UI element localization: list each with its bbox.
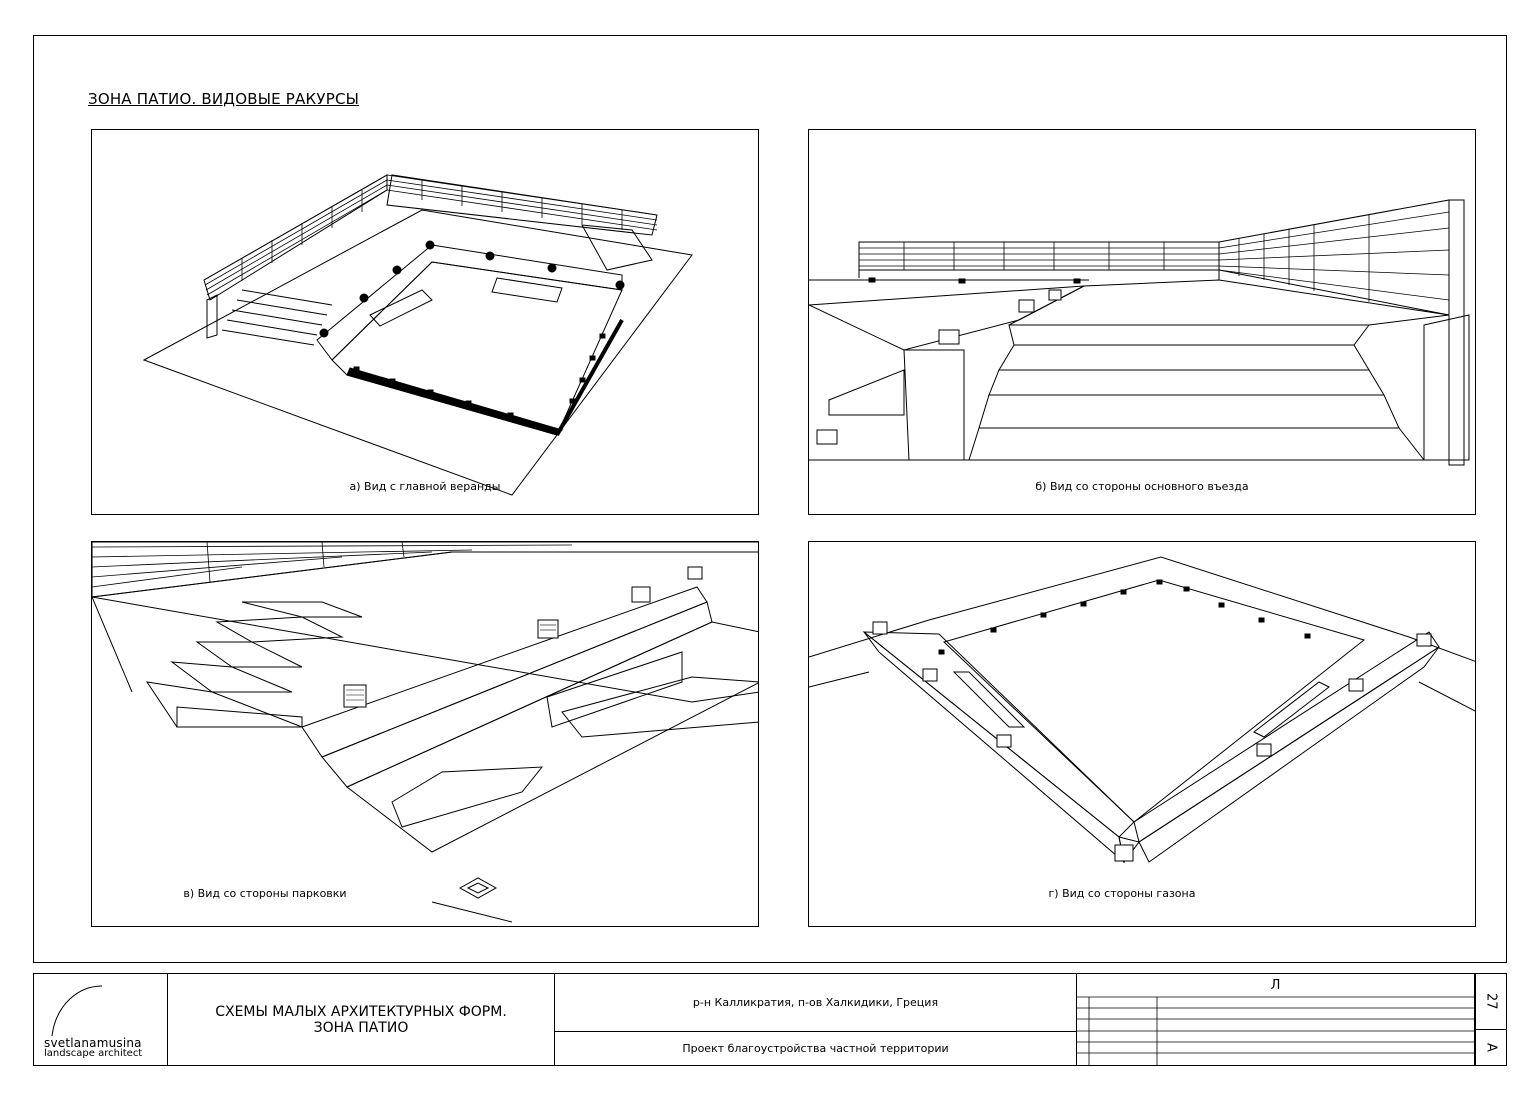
logo: [34, 974, 167, 1065]
grid-lines: [1077, 974, 1475, 1065]
grid-header: Л: [1270, 978, 1281, 993]
view-a-panel: [91, 129, 759, 515]
view-b-caption: б) Вид со стороны основного въезда: [1035, 480, 1249, 493]
view-b-panel: [808, 129, 1476, 515]
view-c-panel: [91, 541, 759, 927]
view-d-panel: [808, 541, 1476, 927]
drawing-title-line1: СХЕМЫ МАЛЫХ АРХИТЕКТУРНЫХ ФОРМ.: [215, 1003, 507, 1020]
logo-name: svetlanamusina: [44, 1036, 142, 1050]
view-a-caption: а) Вид с главной веранды: [349, 480, 501, 493]
view-c-drawing: [92, 542, 759, 927]
view-d-drawing: [809, 542, 1476, 927]
title-block: [33, 973, 1475, 1066]
drawing-title: [167, 974, 555, 1065]
drawing-title-line2: ЗОНА ПАТИО: [313, 1019, 409, 1036]
project-field: Проект благоустройства частной территории: [682, 1042, 949, 1055]
view-c-caption: в) Вид со стороны парковки: [183, 887, 347, 900]
sheet-info-box: [1475, 973, 1507, 1066]
view-b-drawing: [809, 130, 1476, 515]
sheet-number: 27: [1476, 974, 1506, 1030]
location-field: р-н Калликратия, п-ов Халкидики, Греция: [555, 974, 1076, 1032]
revision-grid: [1076, 974, 1474, 1065]
sheet-title: ЗОНА ПАТИО. ВИДОВЫЕ РАКУРСЫ: [88, 90, 360, 108]
view-a-drawing: [92, 130, 759, 515]
logo-subtitle: landscape architect: [44, 1048, 143, 1059]
sheet-format: А: [1483, 1043, 1499, 1052]
view-d-caption: г) Вид со стороны газона: [1048, 887, 1196, 900]
